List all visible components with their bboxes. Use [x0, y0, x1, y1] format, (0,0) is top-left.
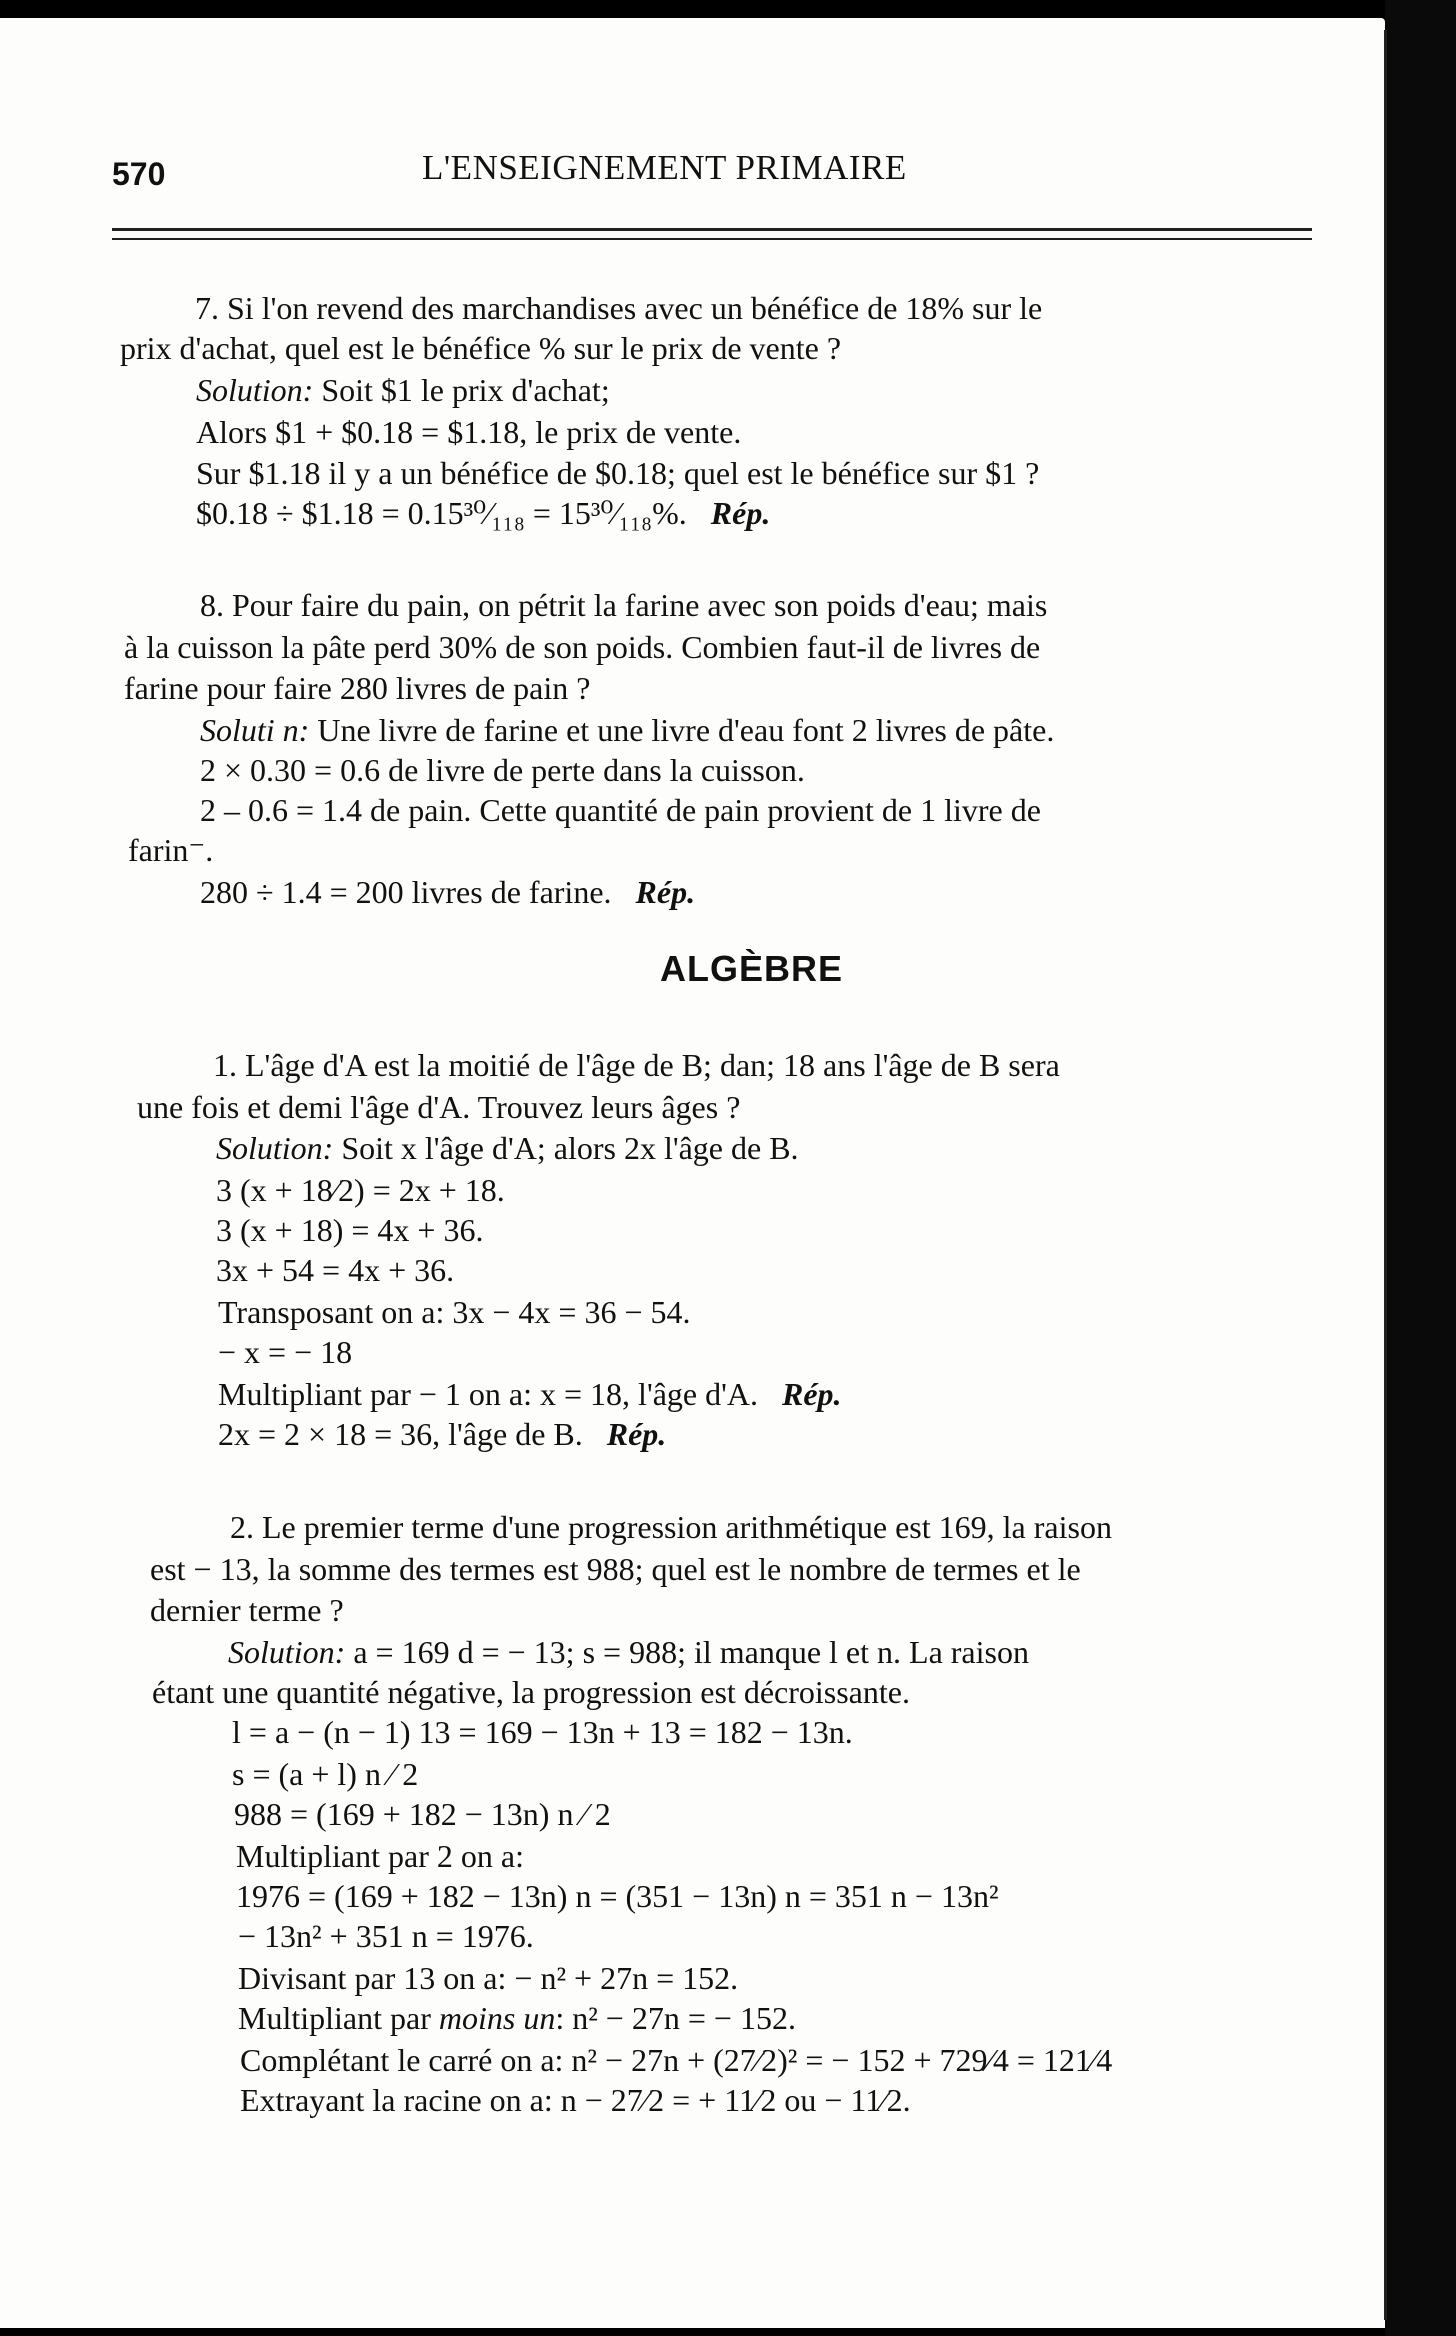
solution-label: Soluti n:: [200, 712, 310, 748]
algebra-1-step-3: 3x + 54 = 4x + 36.: [216, 1252, 455, 1288]
algebra-2-step-3: 988 = (169 + 182 − 13n) n ⁄ 2: [234, 1796, 611, 1832]
algebra-2-step-6: − 13n² + 351 n = 1976.: [238, 1918, 534, 1954]
header-rule-second: [112, 238, 1312, 240]
algebra-2-step-2: s = (a + l) n ⁄ 2: [232, 1756, 419, 1792]
emphasis: moins un: [438, 2000, 556, 2036]
problem-7-step-3: [196, 493, 770, 533]
algebra-1-line-2: une fois et demi l'âge d'A. Trouvez leurs âges ?: [137, 1089, 741, 1125]
problem-7-step-2: Sur $1.18 il y a un bénéfice de $0.18; quel est le bénéfice sur $1 ?: [196, 455, 1040, 491]
problem-7-line-2: prix d'achat, quel est le bénéfice % sur le prix de vente ?: [120, 330, 842, 366]
problem-8-line-3: farine pour faire 280 livres de pain ?: [124, 670, 591, 706]
algebra-1-line-1: 1. L'âge d'A est la moitié de l'âge de B; dan; 18 ans l'âge de B sera: [213, 1047, 1060, 1083]
problem-8-line-1: 8. Pour faire du pain, on pétrit la farine avec son poids d'eau; mais: [200, 587, 1048, 623]
section-heading: ALGÈBRE: [660, 948, 844, 989]
text: Multipliant par: [238, 2000, 439, 2036]
answer-marker: Rép.: [606, 1416, 667, 1452]
algebra-2-step-5: 1976 = (169 + 182 − 13n) n = (351 − 13n) n = 351 n − 13n²: [236, 1878, 999, 1914]
solution-label: Solution:: [216, 1130, 334, 1166]
solution-text: a = 169 d = − 13; s = 988; il manque l et n. La raison: [345, 1634, 1029, 1670]
algebra-1-step-7: [218, 1414, 666, 1454]
algebra-1-step-1: 3 (x + 18⁄2) = 2x + 18.: [216, 1172, 505, 1208]
problem-8-step-3: farin⁻.: [128, 832, 214, 868]
problem-7-step-1: Alors $1 + $0.18 = $1.18, le prix de vente.: [196, 414, 742, 450]
algebra-1-solution: [216, 1128, 799, 1168]
problem-8-step-1: 2 × 0.30 = 0.6 de livre de perte dans la cuisson.: [200, 752, 805, 788]
algebra-2-line-3: dernier terme ?: [150, 1592, 344, 1628]
algebra-2-step-10: Extrayant la racine on a: n − 27⁄2 = + 11⁄2 ou − 11⁄2.: [240, 2082, 911, 2118]
answer-marker: Rép.: [710, 495, 771, 531]
page-number: 570: [112, 156, 166, 192]
solution-text: Une livre de farine et une livre d'eau font 2 livres de pâte.: [309, 712, 1055, 748]
algebra-2-solution: [228, 1632, 1029, 1672]
header-rule: [112, 228, 1312, 231]
page-header: [112, 138, 1312, 192]
solution-label: Solution:: [196, 372, 314, 408]
algebra-2-step-1: l = a − (n − 1) 13 = 169 − 13n + 13 = 182 − 13n.: [232, 1714, 853, 1750]
text: : n² − 27n = − 152.: [555, 2000, 796, 2036]
algebra-2-line-5: étant une quantité négative, la progression est décroissante.: [152, 1674, 910, 1710]
problem-8-step-4: [200, 872, 695, 912]
problem-8-solution: [200, 710, 1054, 750]
equation: $0.18 ÷ $1.18 = 0.15³⁰⁄₁₁₈ = 15³⁰⁄₁₁₈%.: [196, 495, 687, 531]
algebra-1-step-6: [218, 1374, 842, 1414]
scan-border: [1385, 0, 1456, 2336]
algebra-1-step-2: 3 (x + 18) = 4x + 36.: [216, 1212, 484, 1248]
algebra-1-step-5: − x = − 18: [218, 1334, 353, 1370]
algebra-2-step-8: [238, 1998, 796, 2038]
problem-7-line-1: 7. Si l'on revend des marchandises avec un bénéfice de 18% sur le: [195, 290, 1043, 326]
algebra-1-step-4: Transposant on a: 3x − 4x = 36 − 54.: [218, 1294, 691, 1330]
page-edge: [1384, 30, 1387, 2320]
algebra-2-step-9: Complétant le carré on a: n² − 27n + (27⁄2)² = − 152 + 729⁄4 = 121⁄4: [240, 2042, 1113, 2078]
solution-label: Solution:: [228, 1634, 346, 1670]
algebra-2-line-1: 2. Le premier terme d'une progression arithmétique est 169, la raison: [230, 1509, 1112, 1545]
solution-text: Soit $1 le prix d'achat;: [313, 372, 610, 408]
equation: 2x = 2 × 18 = 36, l'âge de B.: [218, 1416, 583, 1452]
problem-7-solution: [196, 370, 610, 410]
running-title: L'ENSEIGNEMENT PRIMAIRE: [422, 148, 907, 187]
answer-marker: Rép.: [635, 874, 696, 910]
equation: Multipliant par − 1 on a: x = 18, l'âge d'A.: [218, 1376, 758, 1412]
answer-marker: Rép.: [781, 1376, 842, 1412]
equation: 280 ÷ 1.4 = 200 livres de farine.: [200, 874, 612, 910]
problem-8-step-2: 2 – 0.6 = 1.4 de pain. Cette quantité de pain provient de 1 livre de: [200, 792, 1041, 828]
algebra-2-step-7: Divisant par 13 on a: − n² + 27n = 152.: [238, 1960, 739, 1996]
solution-text: Soit x l'âge d'A; alors 2x l'âge de B.: [333, 1130, 799, 1166]
algebra-2-line-2: est − 13, la somme des termes est 988; qu⁠el est le nombre de termes et le: [150, 1551, 1081, 1587]
algebra-2-step-4: Multipliant par 2 on a:: [236, 1838, 524, 1874]
problem-8-line-2: à la cuisson la pâte perd 30% de son poids. Combien faut-il de livres de: [124, 629, 1041, 665]
